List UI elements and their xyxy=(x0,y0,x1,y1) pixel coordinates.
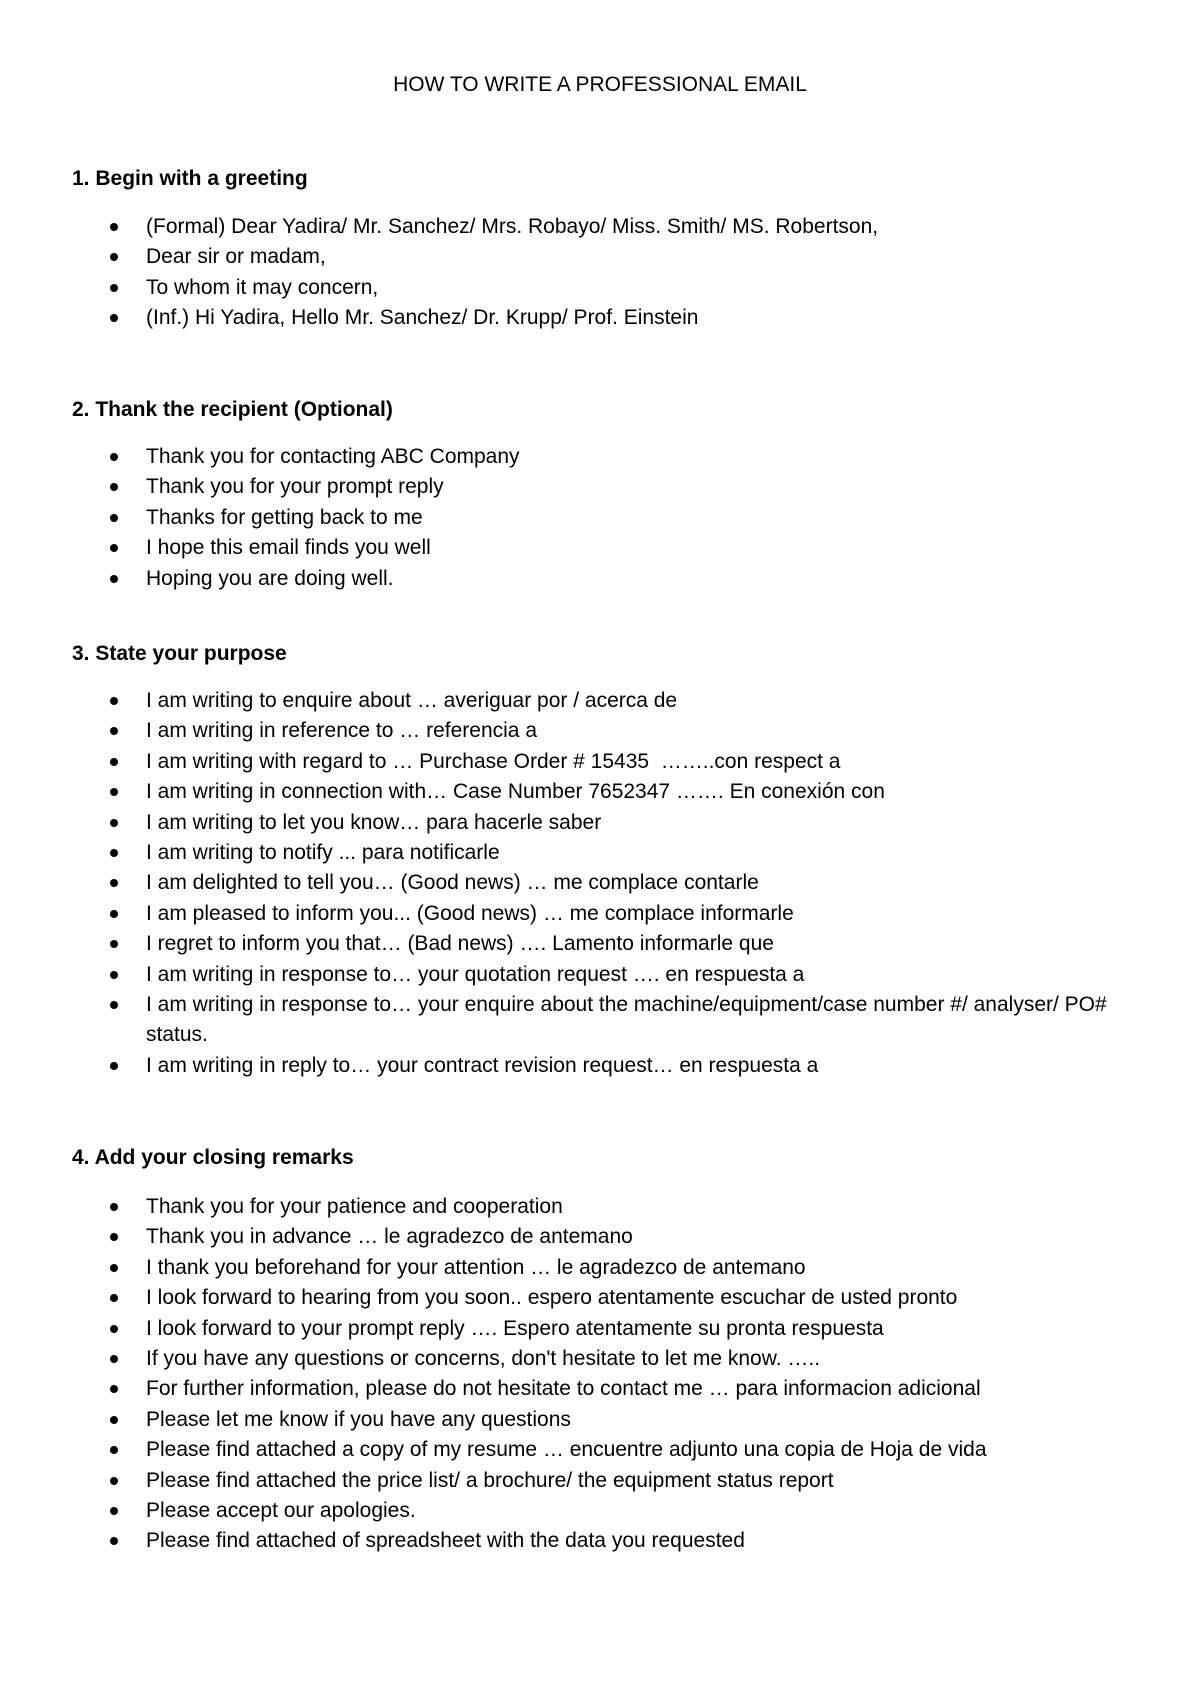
list-item-text: I look forward to hearing from you soon.. espero atentamente escuchar de usted pronto xyxy=(146,1286,958,1310)
section-closing-remarks xyxy=(72,1145,1152,1557)
list-item xyxy=(72,777,1152,807)
list-item xyxy=(72,1435,1152,1465)
list-item xyxy=(72,503,1152,533)
bullet-icon xyxy=(110,940,118,948)
list-item xyxy=(72,212,1152,242)
list-item xyxy=(72,868,1152,898)
bullet-icon xyxy=(110,697,118,705)
bullet-icon xyxy=(110,1325,118,1333)
list-item-text: Thanks for getting back to me xyxy=(146,505,423,529)
list-item-text: I thank you beforehand for your attention … le agradezco de antemano xyxy=(146,1255,806,1279)
bullet-icon xyxy=(110,879,118,887)
bullet-icon xyxy=(110,483,118,491)
bullet-list xyxy=(72,686,1152,1081)
section-greeting xyxy=(72,166,1152,334)
bullet-icon xyxy=(110,1416,118,1424)
list-item-text: Thank you for your prompt reply xyxy=(146,475,444,499)
list-item xyxy=(72,472,1152,502)
list-item-text: I regret to inform you that… (Bad news) …. Lamento informarle que xyxy=(146,932,774,956)
list-item xyxy=(72,533,1152,563)
list-item xyxy=(72,273,1152,303)
list-item xyxy=(72,899,1152,929)
list-item-text: For further information, please do not hesitate to contact me … para informacion adicional xyxy=(146,1377,981,1401)
section-heading: 1. Begin with a greeting xyxy=(72,167,308,190)
list-item xyxy=(72,929,1152,959)
list-item xyxy=(72,838,1152,868)
list-item-text: Please let me know if you have any questions xyxy=(146,1407,571,1431)
bullet-icon xyxy=(110,284,118,292)
list-item-text: I am writing in response to… your enquire about the machine/equipment/case number #/ analyser/ PO# status. xyxy=(146,993,1113,1047)
list-item-text: (Formal) Dear Yadira/ Mr. Sanchez/ Mrs. Robayo/ Miss. Smith/ MS. Robertson, xyxy=(146,215,879,238)
bullet-icon xyxy=(110,1233,118,1241)
bullet-icon xyxy=(110,575,118,583)
list-item-text: To whom it may concern, xyxy=(146,275,379,299)
list-item xyxy=(72,442,1152,472)
bullet-icon xyxy=(110,971,118,979)
list-item xyxy=(72,564,1152,594)
list-item-text: Please find attached a copy of my resume … encuentre adjunto una copia de Hoja de vida xyxy=(146,1438,987,1462)
list-item xyxy=(72,686,1152,716)
section-thank-recipient xyxy=(72,397,1152,594)
bullet-icon xyxy=(110,1385,118,1393)
list-item xyxy=(72,1496,1152,1526)
list-item xyxy=(72,242,1152,272)
list-item-text: Thank you for contacting ABC Company xyxy=(146,445,520,468)
bullet-list xyxy=(72,1192,1152,1557)
list-item xyxy=(72,1051,1152,1081)
bullet-icon xyxy=(110,1537,118,1545)
bullet-icon xyxy=(110,1264,118,1272)
list-item-text: Dear sir or madam, xyxy=(146,245,326,269)
list-item xyxy=(72,747,1152,777)
list-item xyxy=(72,716,1152,746)
bullet-icon xyxy=(110,910,118,918)
list-item-text: Please accept our apologies. xyxy=(146,1499,416,1523)
bullet-icon xyxy=(110,849,118,857)
section-heading: 4. Add your closing remarks xyxy=(72,1146,354,1169)
document-title: HOW TO WRITE A PROFESSIONAL EMAIL xyxy=(393,73,807,96)
list-item xyxy=(72,1192,1152,1222)
bullet-icon xyxy=(110,314,118,322)
list-item xyxy=(72,1253,1152,1283)
list-item-text: I am writing in response to… your quotation request …. en respuesta a xyxy=(146,962,805,986)
section-heading: 3. State your purpose xyxy=(72,642,287,665)
bullet-icon xyxy=(110,1355,118,1363)
list-item-text: I am writing to let you know… para hacerle saber xyxy=(146,810,602,834)
list-item xyxy=(72,960,1152,990)
list-item-text: I look forward to your prompt reply …. Espero atentamente su pronta respuesta xyxy=(146,1316,884,1340)
section-state-purpose xyxy=(72,641,1152,1081)
list-item-text: (Inf.) Hi Yadira, Hello Mr. Sanchez/ Dr. Krupp/ Prof. Einstein xyxy=(146,306,699,330)
list-item xyxy=(72,1344,1152,1374)
list-item-text: I am delighted to tell you… (Good news) … me complace contarle xyxy=(146,871,759,895)
section-heading: 2. Thank the recipient (Optional) xyxy=(72,398,393,421)
list-item xyxy=(72,1466,1152,1496)
bullet-icon xyxy=(110,223,118,231)
bullet-icon xyxy=(110,758,118,766)
bullet-icon xyxy=(110,514,118,522)
list-item-text: If you have any questions or concerns, don't hesitate to let me know. ….. xyxy=(146,1347,821,1371)
bullet-list xyxy=(72,442,1152,594)
list-item xyxy=(72,1374,1152,1404)
bullet-icon xyxy=(110,819,118,827)
bullet-icon xyxy=(110,788,118,796)
bullet-icon xyxy=(110,1294,118,1302)
bullet-icon xyxy=(110,544,118,552)
list-item-text: I am pleased to inform you... (Good news) … me complace informarle xyxy=(146,901,794,925)
bullet-icon xyxy=(110,453,118,461)
bullet-icon xyxy=(110,1446,118,1454)
bullet-icon xyxy=(110,1507,118,1515)
bullet-list xyxy=(72,212,1152,334)
list-item xyxy=(72,303,1152,333)
list-item xyxy=(72,1526,1152,1556)
list-item-text: Thank you for your patience and cooperation xyxy=(146,1195,563,1218)
list-item xyxy=(72,808,1152,838)
list-item-text: I hope this email finds you well xyxy=(146,536,431,560)
bullet-icon xyxy=(110,1477,118,1485)
bullet-icon xyxy=(110,1203,118,1211)
list-item-text: Please find attached the price list/ a brochure/ the equipment status report xyxy=(146,1468,834,1492)
list-item-text: Thank you in advance … le agradezco de antemano xyxy=(146,1225,633,1249)
list-item-text: I am writing with regard to … Purchase Order # 15435 ……..con respect a xyxy=(146,749,841,773)
list-item xyxy=(72,1283,1152,1313)
list-item xyxy=(72,1314,1152,1344)
list-item-text: I am writing to enquire about … averiguar por / acerca de xyxy=(146,689,678,712)
bullet-icon xyxy=(110,727,118,735)
list-item-text: I am writing in reply to… your contract revision request… en respuesta a xyxy=(146,1053,819,1077)
bullet-icon xyxy=(110,1001,118,1009)
list-item-text: I am writing in connection with… Case Number 7652347 ……. En conexión con xyxy=(146,780,885,804)
list-item-text: Please find attached of spreadsheet with the data you requested xyxy=(146,1529,745,1553)
list-item xyxy=(72,1222,1152,1252)
list-item-text: Hoping you are doing well. xyxy=(146,566,394,590)
bullet-icon xyxy=(110,253,118,261)
bullet-icon xyxy=(110,1062,118,1070)
list-item xyxy=(72,990,1152,1051)
list-item-text: I am writing to notify ... para notificarle xyxy=(146,841,500,865)
list-item-text: I am writing in reference to … referencia a xyxy=(146,719,538,743)
list-item xyxy=(72,1405,1152,1435)
